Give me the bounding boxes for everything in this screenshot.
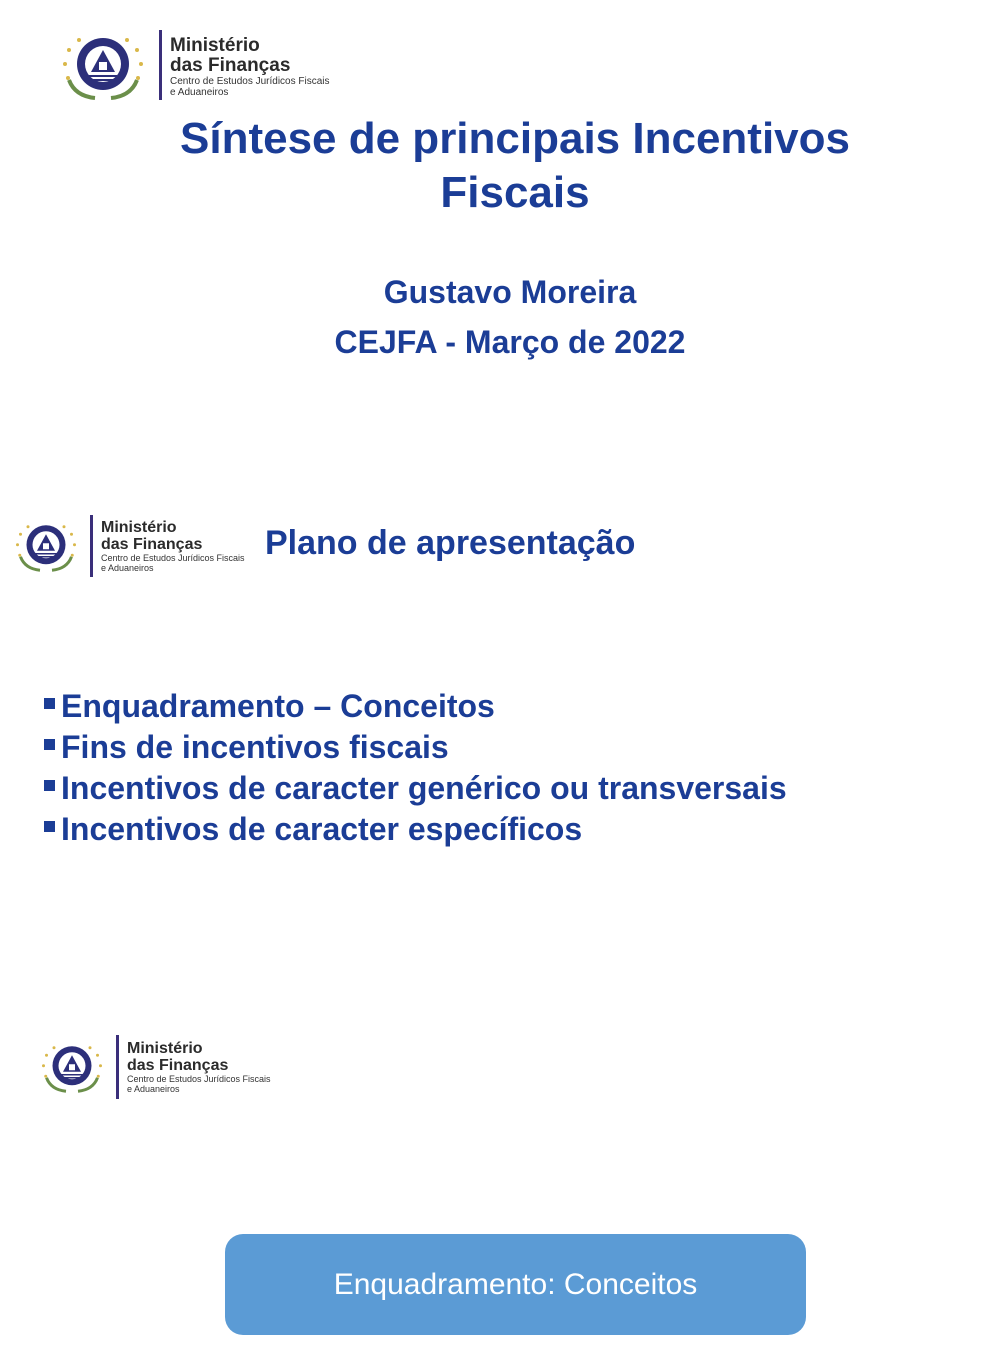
logo-ministry-line1: Ministério: [127, 1040, 203, 1058]
title-line1: Síntese de principais Incentivos: [180, 114, 850, 163]
logo-ministry-line2: das Finanças: [170, 55, 291, 76]
logo-subtitle-line2: e Aduaneiros: [101, 562, 154, 573]
event-date: CEJFA - Março de 2022: [334, 324, 686, 360]
square-bullet-icon: [44, 780, 55, 791]
logo-subtitle-line2: e Aduaneiros: [170, 86, 229, 98]
logo-subtitle-line1: Centro de Estudos Jurídicos Fiscais: [127, 1073, 271, 1084]
list-item-text: Fins de incentivos fiscais: [61, 729, 449, 765]
logo-divider: [116, 1035, 119, 1099]
logo-subtitle-line2: e Aduaneiros: [127, 1083, 180, 1094]
coat-of-arms-icon: [36, 1035, 108, 1101]
logo-ministry-line2: das Finanças: [101, 536, 203, 554]
list-item: [44, 809, 787, 850]
ministry-logo: [10, 515, 245, 579]
logo-subtitle-line1: Centro de Estudos Jurídicos Fiscais: [101, 552, 245, 563]
list-item-text: Incentivos de caracter genérico ou transversais: [61, 770, 787, 806]
list-item: [44, 727, 787, 768]
list-item-text: Incentivos de caracter específicos: [61, 811, 583, 847]
list-item: [44, 768, 787, 809]
logo-ministry-line2: das Finanças: [127, 1057, 229, 1075]
plan-title: Plano de apresentação: [265, 524, 636, 562]
square-bullet-icon: [44, 739, 55, 750]
coat-of-arms-icon: [55, 30, 151, 104]
coat-of-arms-icon: [10, 515, 82, 579]
author-name: Gustavo Moreira: [383, 274, 637, 310]
logo-subtitle-line1: Centro de Estudos Jurídicos Fiscais: [170, 75, 330, 87]
ministry-logo: [55, 30, 330, 104]
presentation-title: [60, 112, 970, 220]
square-bullet-icon: [44, 698, 55, 709]
list-item: [44, 686, 787, 727]
logo-divider: [159, 30, 162, 100]
section-button-enquadramento[interactable]: Enquadramento: Conceitos: [225, 1234, 806, 1335]
logo-divider: [90, 515, 93, 577]
list-item-text: Enquadramento – Conceitos: [61, 688, 495, 724]
ministry-logo: [36, 1035, 271, 1101]
logo-ministry-line1: Ministério: [170, 35, 260, 57]
logo-ministry-line1: Ministério: [101, 519, 177, 537]
plan-list: [44, 686, 787, 850]
square-bullet-icon: [44, 821, 55, 832]
title-line2: Fiscais: [440, 168, 590, 217]
